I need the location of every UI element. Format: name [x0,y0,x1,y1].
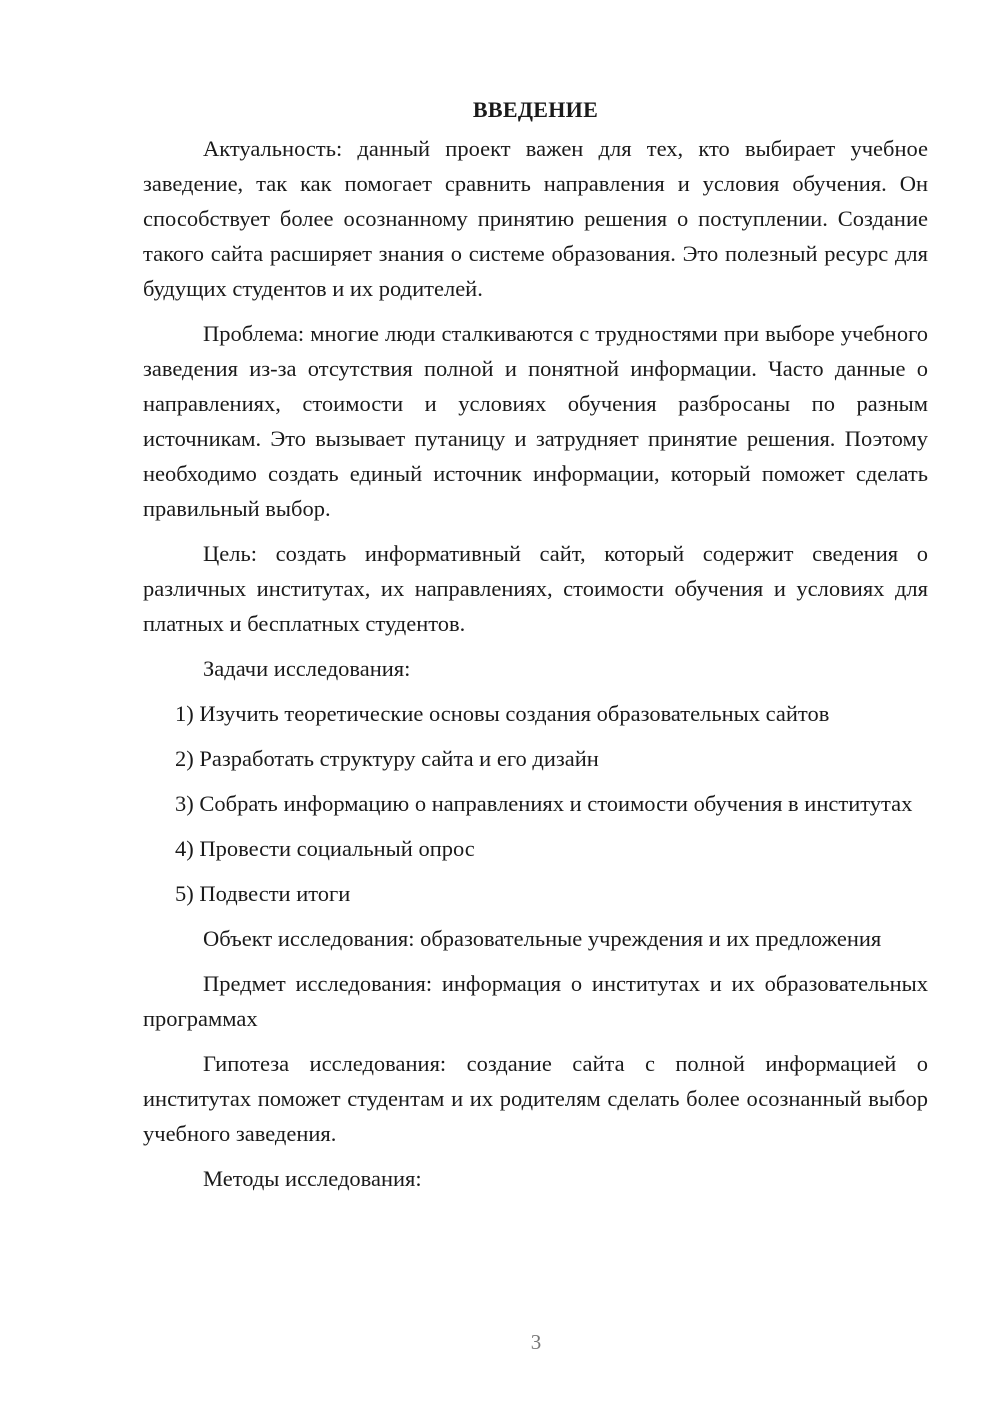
page-number: 3 [530,1330,542,1354]
paragraph-object: Объект исследования: образовательные учреждения и их предложения [203,926,882,951]
task-item-1: 1) Изучить теоретические основы создания образовательных сайтов [175,701,830,726]
methods-title: Методы исследования: [203,1166,422,1191]
task-item-3: 3) Собрать информацию о направлениях и стоимости обучения в институтах [175,791,913,816]
document-page [143,92,928,1206]
page-title: ВВЕДЕНИЕ [472,97,599,122]
tasks-title: Задачи исследования: [203,656,411,681]
task-item-2: 2) Разработать структуру сайта и его дизайн [175,746,599,771]
paragraph-relevance: Актуальность: данный проект важен для тех, кто выбирает учебное заведение, так как помогает сравнить направления и условия обучения. Он способствует более осознанному принятию решения о поступлении. Создание такого сайта расширяет знания о системе образования. Это полезный ресурс для будущих студентов и их родителей. [143,136,928,301]
task-item-4: 4) Провести социальный опрос [175,836,475,861]
paragraph-problem: Проблема: многие люди сталкиваются с трудностями при выборе учебного заведения из-за отсутствия полной и понятной информации. Часто данные о направлениях, стоимости и условиях обучения разбросаны по разным источникам. Это вызывает путаницу и затрудняет принятие решения. Поэтому необходимо создать единый источник информации, который поможет сделать правильный выбор. [143,321,928,521]
paragraph-goal: Цель: создать информативный сайт, который содержит сведения о различных институтах, их направлениях, стоимости обучения и условиях для платных и бесплатных студентов. [143,541,928,636]
task-item-5: 5) Подвести итоги [175,881,351,906]
paragraph-subject: Предмет исследования: информация о институтах и их образовательных программах [143,971,928,1031]
paragraph-hypothesis: Гипотеза исследования: создание сайта с полной информацией о институтах поможет студентам и их родителям сделать более осознанный выбор учебного заведения. [143,1051,928,1146]
